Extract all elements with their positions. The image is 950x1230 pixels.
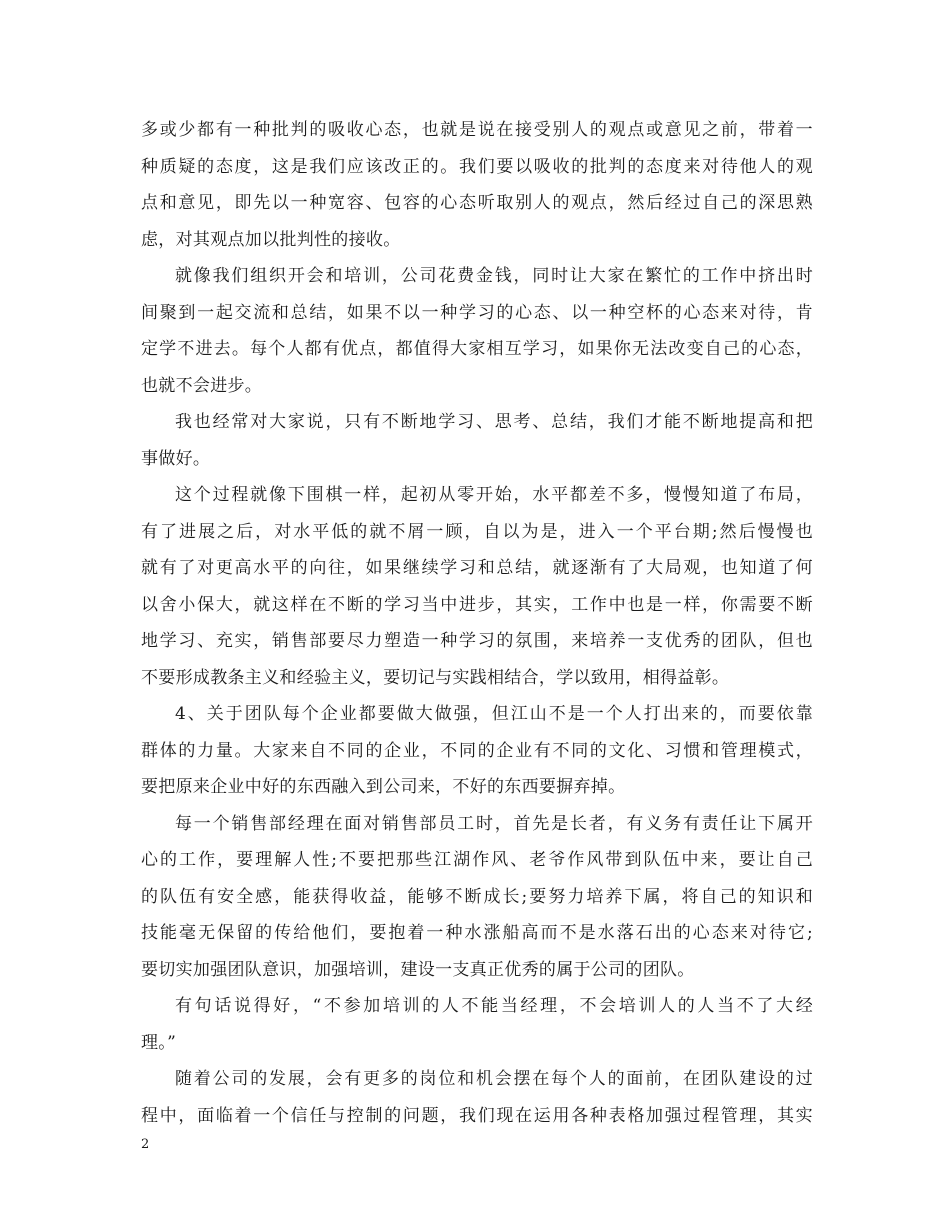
- text-line: 多或少都有一种批判的吸收心态，也就是说在接受别人的观点或意见之前，带着一: [141, 120, 813, 140]
- text-line: 随着公司的发展，会有更多的岗位和机会摆在每个人的面前，在团队建设的过: [175, 1069, 813, 1089]
- text-line: 我也经常对大家说，只有不断地学习、思考、总结，我们才能不断地提高和把: [175, 412, 813, 432]
- text-line: 技能毫无保留的传给他们，要抱着一种水涨船高而不是水落石出的心态来对待它;: [141, 923, 813, 943]
- text-line: 地学习、充实，销售部要尽力塑造一种学习的氛围，来培养一支优秀的团队，但也: [141, 631, 813, 651]
- page-number: 2: [141, 1137, 150, 1152]
- text-line: 的队伍有安全感，能获得收益，能够不断成长;要努力培养下属，将自己的知识和: [141, 886, 813, 907]
- text-line: 事做好。: [141, 448, 211, 469]
- text-line: 这个过程就像下围棋一样，起初从零开始，水平都差不多，慢慢知道了布局，: [175, 485, 813, 505]
- document-body: [141, 112, 813, 1134]
- text-line: 不要形成教条主义和经验主义，要切记与实践相结合，学以致用，相得益彰。: [141, 667, 730, 688]
- text-line: 群体的力量。大家来自不同的企业，不同的企业有不同的文化、习惯和管理模式，: [141, 740, 813, 761]
- text-line: 就像我们组织开会和培训，公司花费金钱，同时让大家在繁忙的工作中挤出时: [175, 266, 813, 286]
- text-line: 定学不进去。每个人都有优点，都值得大家相互学习，如果你无法改变自己的心态，: [141, 339, 813, 359]
- text-line: 每一个销售部经理在面对销售部员工时，首先是长者，有义务有责任让下属开: [175, 813, 813, 834]
- text-line: 有了进展之后，对水平低的就不屑一顾，自以为是，进入一个平台期;然后慢慢也: [141, 521, 813, 542]
- text-line: 心的工作，要理解人性;不要把那些江湖作风、老爷作风带到队伍中来，要让自己: [141, 850, 813, 870]
- text-line: 理。”: [141, 1032, 177, 1053]
- text-line: 就有了对更高水平的向往，如果继续学习和总结，就逐渐有了大局观，也知道了何: [141, 558, 813, 578]
- text-line: 要切实加强团队意识，加强培训，建设一支真正优秀的属于公司的团队。: [141, 959, 695, 980]
- text-line: 间聚到一起交流和总结，如果不以一种学习的心态、以一种空杯的心态来对待，肯: [141, 302, 813, 323]
- text-line: 点和意见，即先以一种宽容、包容的心态听取别人的观点，然后经过自己的深思熟: [141, 193, 813, 213]
- text-line: 有句话说得好，“不参加培训的人不能当经理，不会培训人的人当不了大经: [175, 996, 813, 1016]
- text-line: 程中，面临着一个信任与控制的问题，我们现在运用各种表格加强过程管理，其实: [141, 1105, 813, 1126]
- text-line: 以舍小保大，就这样在不断的学习当中进步，其实，工作中也是一样，你需要不断: [141, 594, 813, 615]
- text-line: 4、关于团队每个企业都要做大做强，但江山不是一个人打出来的，而要依靠: [175, 704, 813, 724]
- text-line: 虑，对其观点加以批判性的接收。: [141, 229, 401, 250]
- text-line: 要把原来企业中好的东西融入到公司来，不好的东西要摒弃掉。: [141, 777, 626, 797]
- text-line: 种质疑的态度，这是我们应该改正的。我们要以吸收的批判的态度来对待他人的观: [141, 156, 813, 177]
- text-line: 也就不会进步。: [141, 375, 263, 396]
